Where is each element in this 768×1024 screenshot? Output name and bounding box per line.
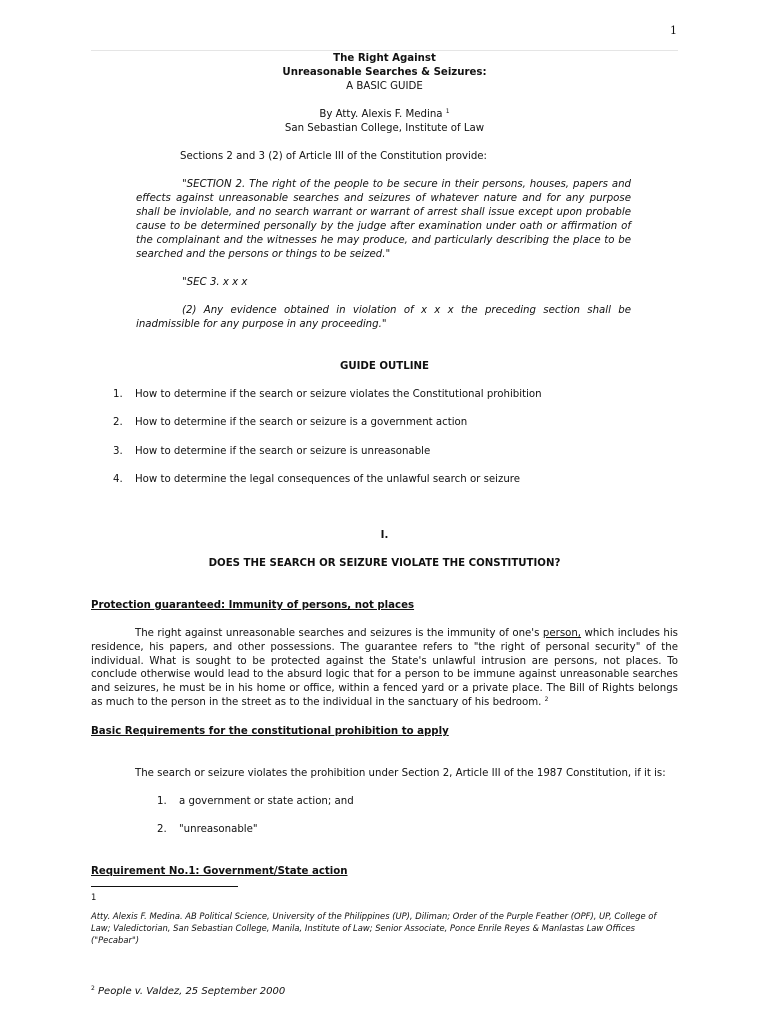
outline-item-text: How to determine the legal consequences of the unlawful search or seizure	[135, 474, 521, 485]
footnote-2	[91, 985, 285, 999]
doc-title-line2: Unreasonable Searches & Seizures:	[282, 67, 487, 78]
intro-text: Sections 2 and 3 (2) of Article III of the Constitution provide:	[180, 151, 487, 162]
doc-subtitle: A BASIC GUIDE	[346, 81, 423, 92]
outline-item-text: How to determine if the search or seizure is a government action	[135, 417, 468, 428]
author-footnote-ref: 1	[445, 108, 450, 115]
requirement-1-heading: Requirement No.1: Government/State action	[91, 866, 348, 877]
page-number: 1	[670, 24, 677, 37]
quote-section-2: "SECTION 2. The right of the people to be secure in their persons, houses, papers and effects against unreasonable searches and seizures of whatever nature and for any purpose shall be inviolable, and no search warrant or warrant of arrest shall issue except upon probable cause to be determined personally by the judge after examination under oath or affirmation of the complainant and the witnesses he may produce, and particularly describing the place to be searched and the persons or things to be seized."	[136, 179, 631, 260]
footnote-separator	[91, 886, 238, 887]
requirement-item-text: "unreasonable"	[179, 824, 258, 835]
protection-paragraph	[91, 627, 678, 710]
author-name: By Atty. Alexis F. Medina	[319, 109, 443, 120]
requirement-item-text: a government or state action; and	[179, 796, 354, 807]
guide-outline-heading: GUIDE OUTLINE	[339, 361, 430, 372]
basic-requirements-intro: The search or seizure violates the prohibition under Section 2, Article III of the 1987 Constitution, if it is:	[135, 768, 666, 779]
section-heading: DOES THE SEARCH OR SEIZURE VIOLATE THE CONSTITUTION?	[208, 558, 561, 569]
protection-heading: Protection guaranteed: Immunity of persons, not places	[91, 600, 415, 611]
footnote-1-number: 1	[91, 892, 97, 902]
doc-title-line1: The Right Against	[333, 53, 436, 64]
quote-section-3-head: "SEC 3. x x x	[182, 277, 248, 288]
outline-item	[113, 388, 542, 402]
protection-text-1: The right against unreasonable searches and seizures is the immunity of one's	[135, 628, 543, 639]
outline-item-text: How to determine if the search or seizure violates the Constitutional prohibition	[135, 389, 542, 400]
outline-item	[113, 445, 430, 459]
protection-person-term: person,	[542, 628, 582, 639]
protection-text-2: which includes his residence, his papers, and other possessions. The guarantee refers to "the right of personal security" of the individual. What is sought to be protected against the State's unlawful intrusion are persons, not places. To conclude otherwise would lead to the absurd logic that for a person to be immune against unreasonable searches and seizures, he must be in his home or office, within a fenced yard or a private place. The Bill of Rights belongs as much to the person in the street as to the individual in the sanctuary of his bedroom.	[91, 628, 678, 708]
footnote-2-text: People v. Valdez, 25 September 2000	[98, 986, 286, 997]
section-roman-numeral: I.	[380, 530, 389, 541]
outline-item-number: 4.	[113, 474, 123, 485]
outline-item-number: 2.	[113, 417, 123, 428]
outline-item	[113, 416, 467, 430]
basic-requirements-heading: Basic Requirements for the constitutional prohibition to apply	[91, 726, 449, 737]
doc-institution: San Sebastian College, Institute of Law	[284, 123, 485, 134]
requirement-item	[157, 795, 354, 809]
header-rule	[91, 50, 678, 51]
requirement-item-number: 2.	[157, 824, 167, 835]
protection-footnote-ref: 2	[544, 695, 549, 703]
quote-section-3-body: (2) Any evidence obtained in violation of x x x the preceding section shall be inadmissible for any purpose in any proceeding."	[136, 305, 631, 330]
footnote-2-number: 2	[91, 985, 95, 992]
outline-item	[113, 473, 520, 487]
requirement-item-number: 1.	[157, 796, 167, 807]
doc-author	[91, 108, 678, 122]
requirement-item	[157, 823, 258, 837]
outline-item-text: How to determine if the search or seizure is unreasonable	[135, 446, 431, 457]
outline-item-number: 3.	[113, 446, 123, 457]
outline-item-number: 1.	[113, 389, 123, 400]
footnote-1-text: Atty. Alexis F. Medina. AB Political Science, University of the Philippines (UP), Diliman; Order of the Purple Feather (OPF), UP, College of Law; Valedictorian, San Sebastian College, Manila, Institute of Law; Senior Associate, Ponce Enrile Reyes & Manlastas Law Offices ("Pecabar")	[91, 911, 657, 945]
